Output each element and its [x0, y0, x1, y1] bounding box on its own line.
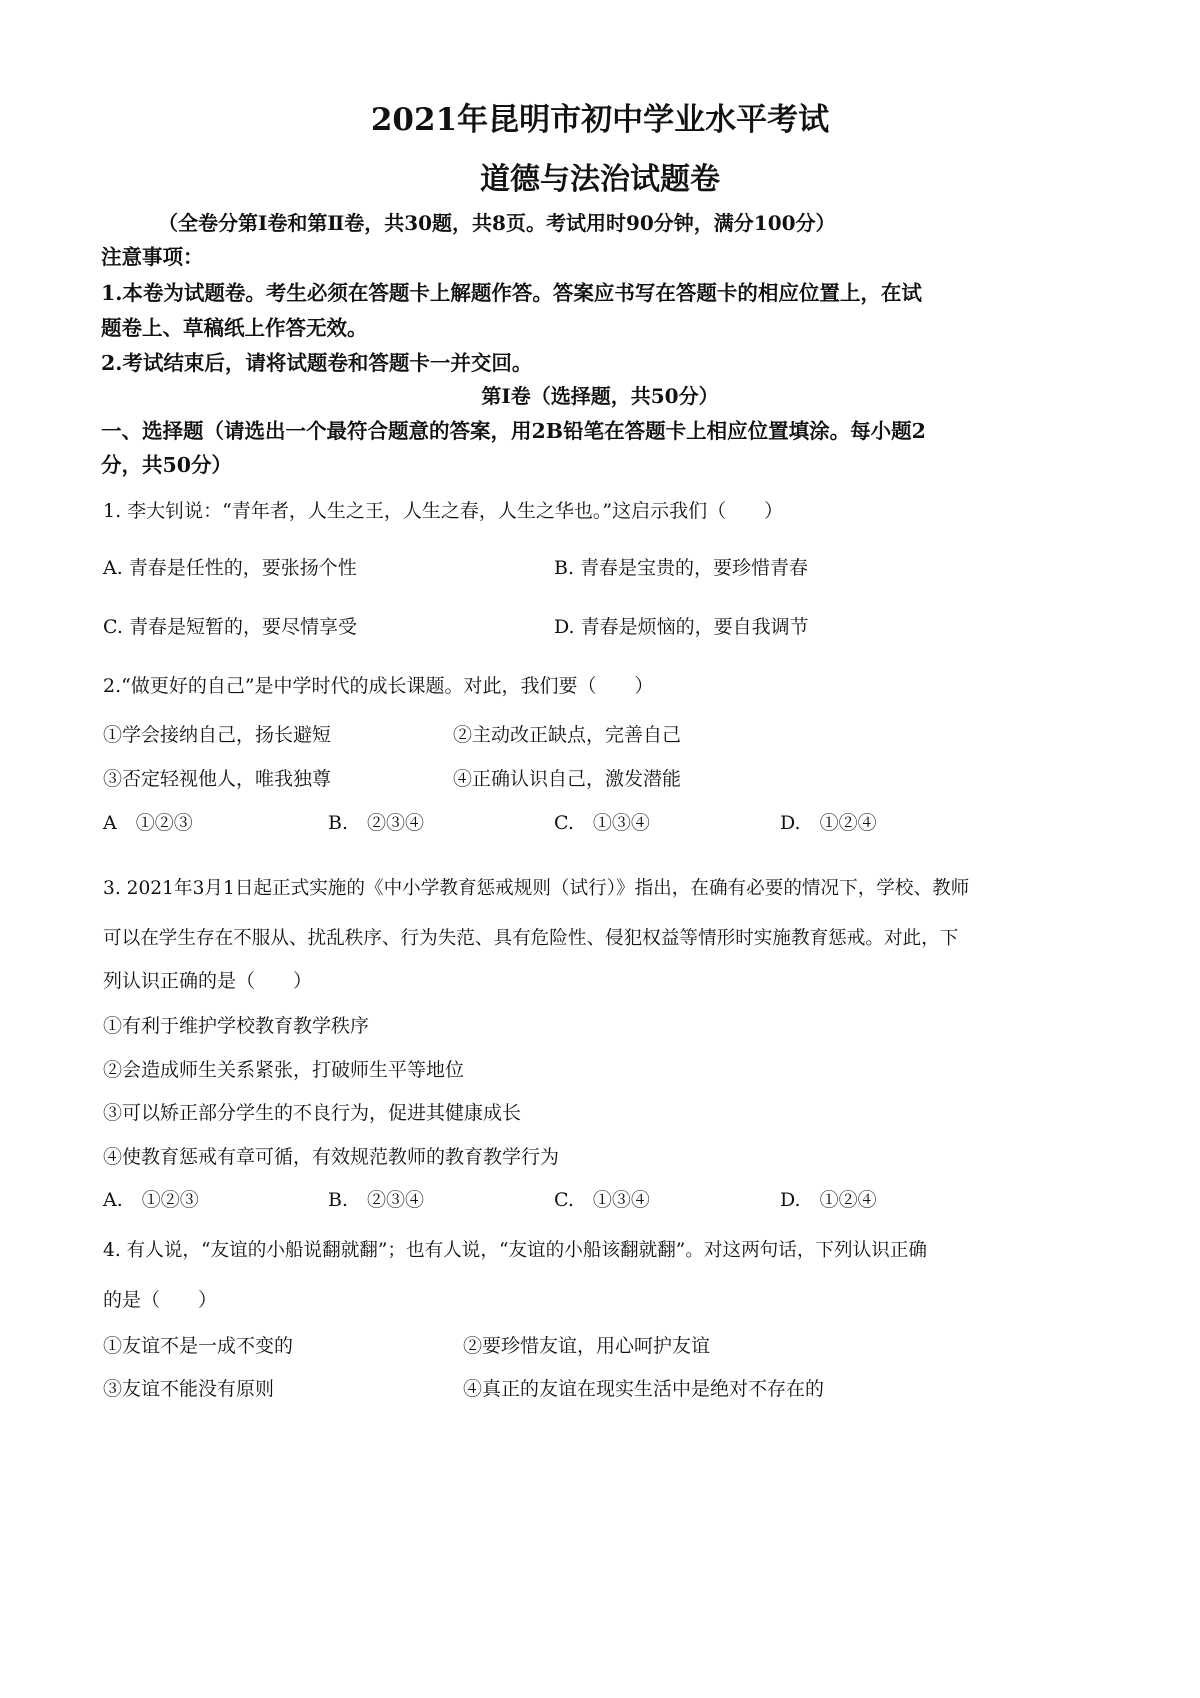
q4-statement-4: ④真正的友谊在现实生活中是绝对不存在的 [463, 1378, 825, 1400]
q2-statement-1: ①学会接纳自己，扬长避短 [103, 724, 332, 746]
q1-option-a: A. 青春是任性的，要张扬个性 [103, 557, 357, 579]
section-heading-line-2: 分，共50分） [101, 453, 233, 477]
q4-stem-line-1: 4. 有人说，“友谊的小船说翻就翻”；也有人说，“友谊的小船该翻就翻”。对这两句话，下列认识正确 [103, 1240, 928, 1261]
q4-stem-line-2: 的是（ ） [103, 1289, 218, 1311]
q3-option-d: D. ①②④ [780, 1189, 877, 1211]
q4-statement-1: ①友谊不是一成不变的 [103, 1335, 294, 1357]
notice-item-2: 2.考试结束后，请将试题卷和答题卡一并交回。 [101, 351, 533, 375]
q3-option-c: C. ①③④ [554, 1189, 650, 1211]
q3-stem-line-1: 3. 2021年3月1日起正式实施的《中小学教育惩戒规则（试行）》指出，在确有必要的情况下，学校、教师 [103, 878, 970, 899]
q2-option-d: D. ①②④ [780, 812, 877, 834]
q1-stem: 1. 李大钊说：“青年者，人生之王，人生之春，人生之华也。”这启示我们（ ） [103, 500, 784, 522]
q4-statement-2: ②要珍惜友谊，用心呵护友谊 [463, 1335, 711, 1357]
q2-option-c: C. ①③④ [554, 812, 650, 834]
section-heading-line-1: 一、选择题（请选出一个最符合题意的答案，用2B铅笔在答题卡上相应位置填涂。每小题2 [101, 419, 926, 443]
q3-option-a: A. ①②③ [103, 1189, 199, 1211]
q3-statement-1: ①有利于维护学校教育教学秩序 [103, 1015, 370, 1037]
notice-heading: 注意事项： [101, 245, 204, 269]
q4-statement-3: ③友谊不能没有原则 [103, 1378, 275, 1400]
q2-statement-2: ②主动改正缺点，完善自己 [453, 724, 682, 746]
notice-item-1-line-2: 题卷上、草稿纸上作答无效。 [101, 316, 368, 340]
q1-option-c: C. 青春是短暂的，要尽情享受 [103, 616, 357, 638]
q2-stem: 2.“做更好的自己”是中学时代的成长课题。对此，我们要（ ） [103, 675, 654, 697]
page-title: 2021年昆明市初中学业水平考试 [370, 102, 830, 138]
q1-option-d: D. 青春是烦恼的，要自我调节 [554, 616, 809, 638]
q3-statement-3: ③可以矫正部分学生的不良行为，促进其健康成长 [103, 1102, 522, 1124]
q3-stem-line-3: 列认识正确的是（ ） [103, 970, 313, 992]
q3-statement-4: ④使教育惩戒有章可循，有效规范教师的教育教学行为 [103, 1146, 560, 1168]
page-subtitle: 道德与法治试题卷 [480, 162, 720, 197]
q2-option-a: A ①②③ [103, 812, 193, 834]
q3-option-b: B. ②③④ [328, 1189, 425, 1211]
q3-stem-line-2: 可以在学生存在不服从、扰乱秩序、行为失范、具有危险性、侵犯权益等情形时实施教育惩戒。对此，下 [103, 928, 959, 949]
q2-option-b: B. ②③④ [328, 812, 425, 834]
part-title: 第Ⅰ卷（选择题，共50分） [481, 384, 719, 408]
q3-statement-2: ②会造成师生关系紧张，打破师生平等地位 [103, 1059, 465, 1081]
exam-info: （全卷分第Ⅰ卷和第Ⅱ卷，共30题，共8页。考试用时90分钟，满分100分） [158, 211, 836, 235]
q1-option-b: B. 青春是宝贵的，要珍惜青春 [554, 557, 809, 579]
q2-statement-3: ③否定轻视他人，唯我独尊 [103, 768, 332, 790]
notice-item-1-line-1: 1.本卷为试题卷。考生必须在答题卡上解题作答。答案应书写在答题卡的相应位置上，在试 [101, 281, 922, 305]
q2-statement-4: ④正确认识自己，激发潜能 [453, 768, 682, 790]
